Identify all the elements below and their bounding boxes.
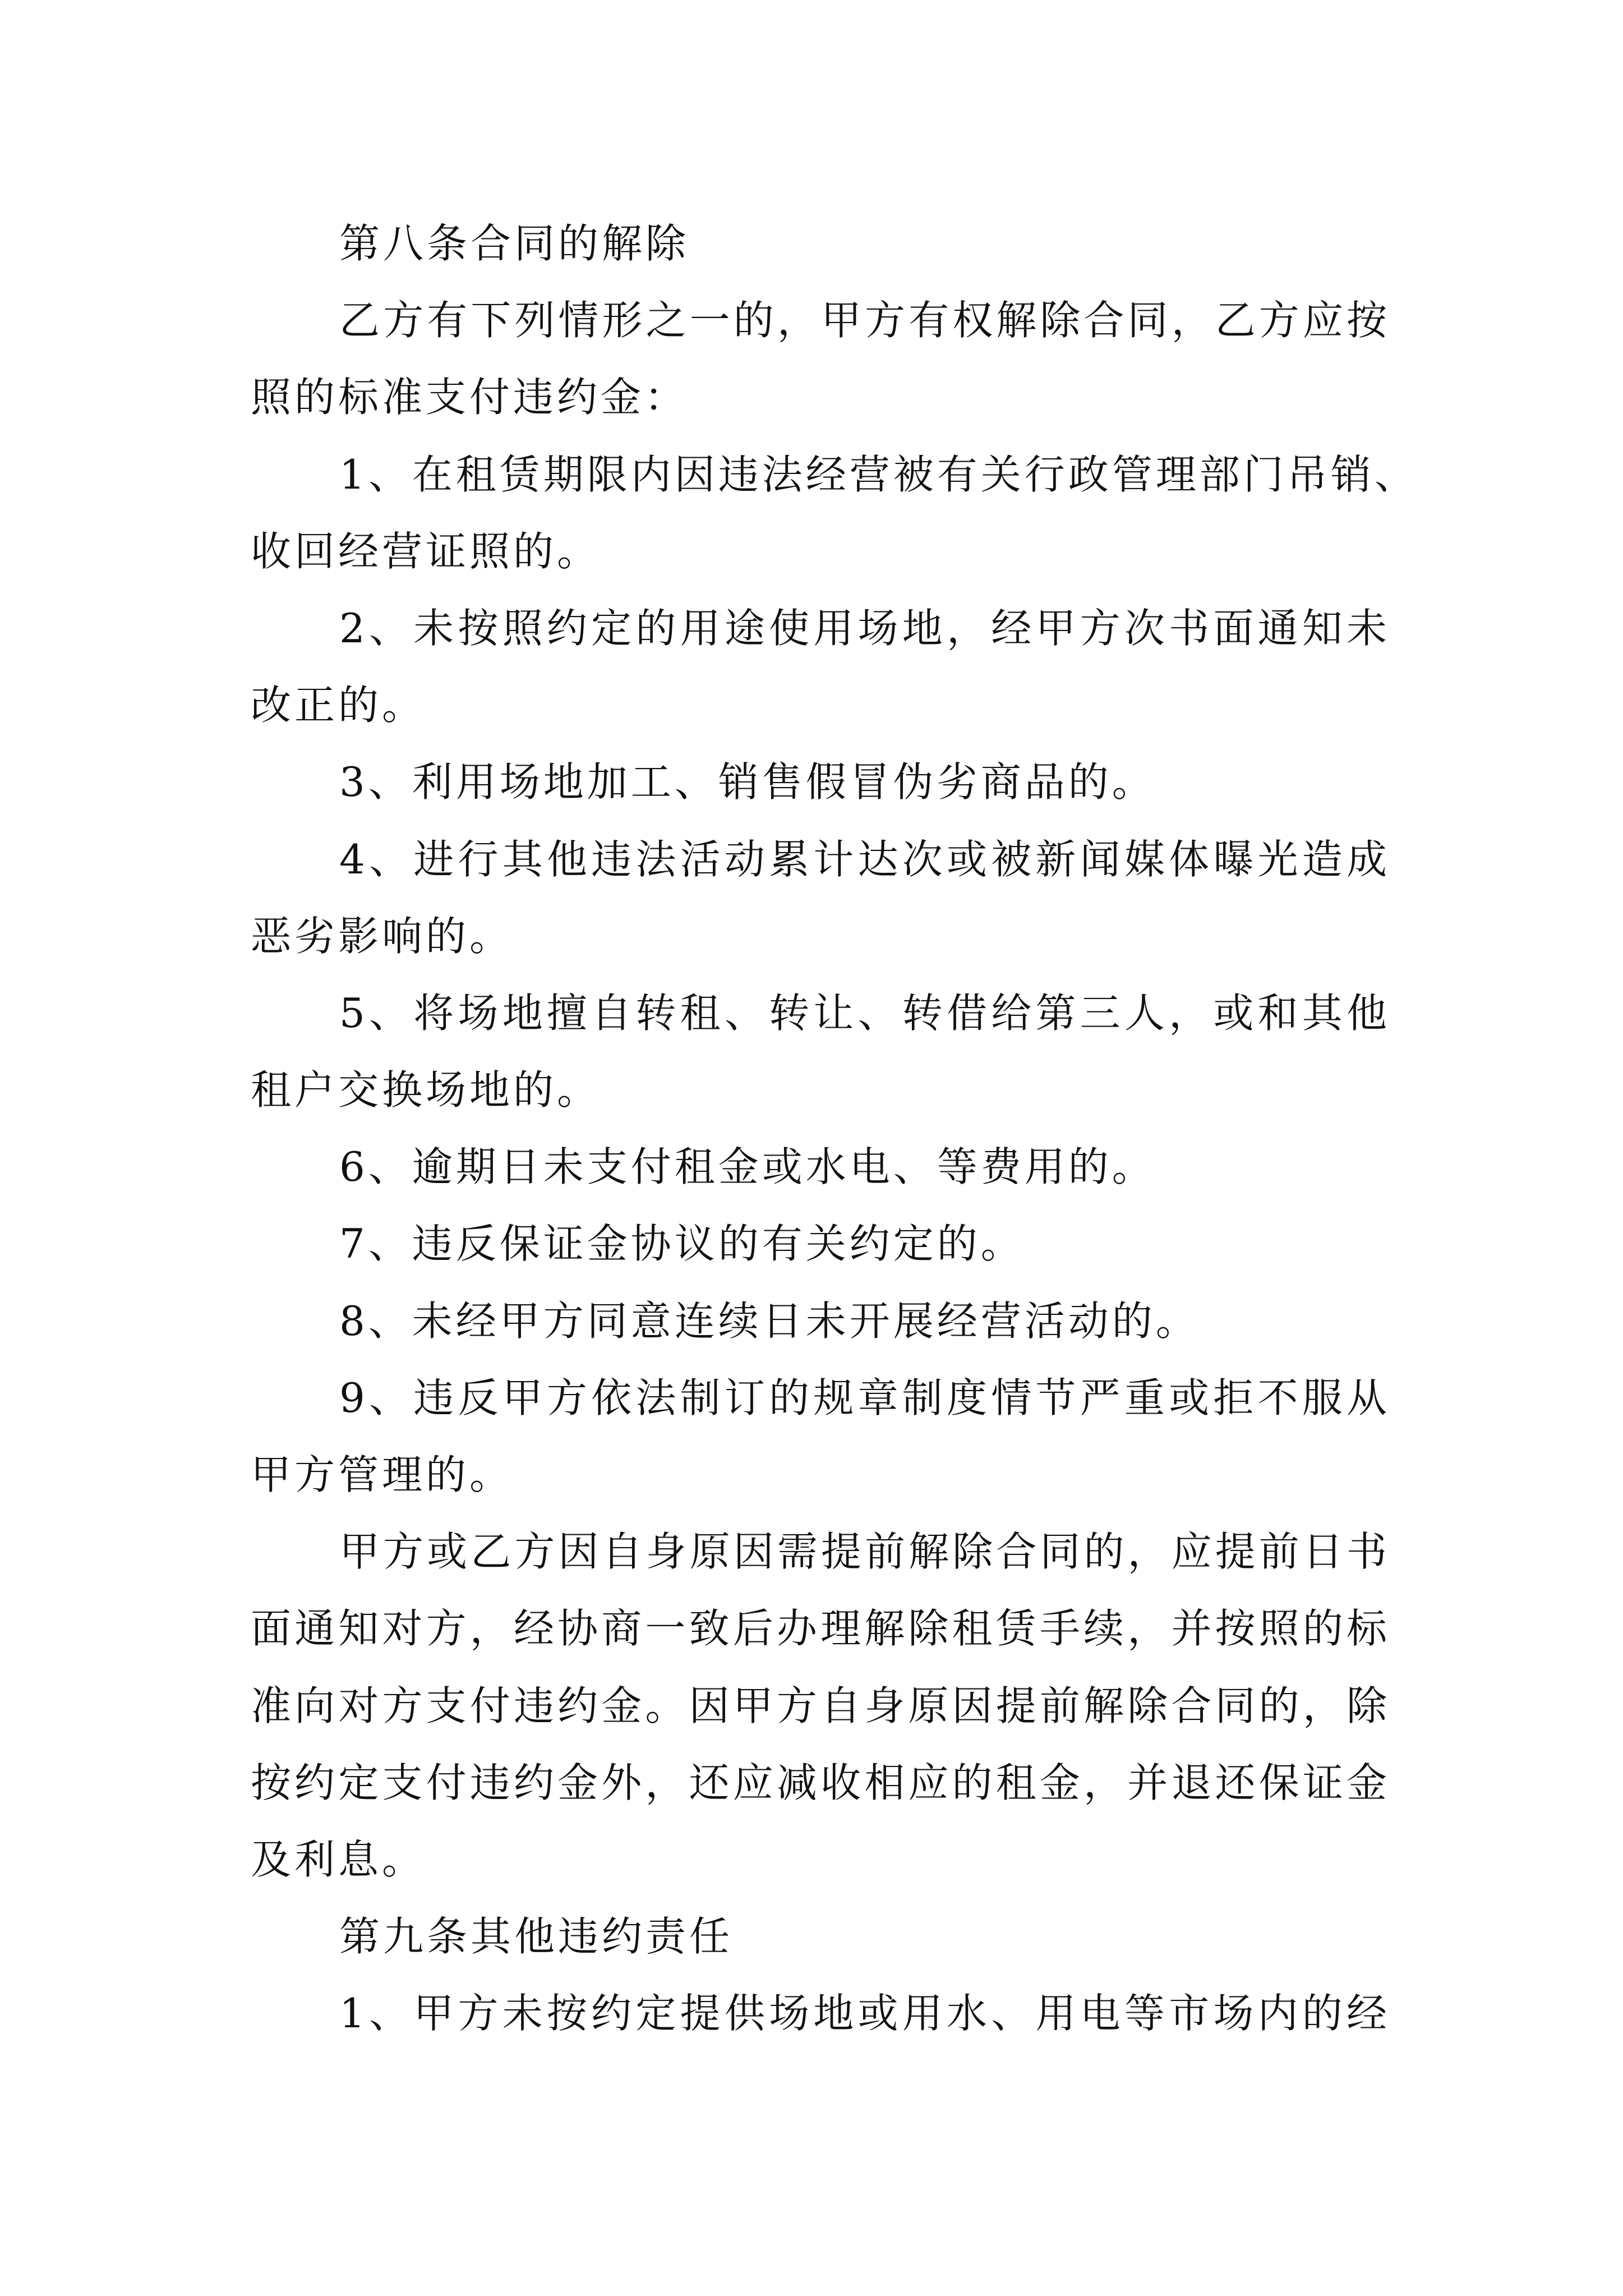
clause-item: [251, 1360, 1387, 1513]
section-heading: 第八条合同的解除: [339, 220, 690, 267]
text-line: 8、未经甲方同意连续日未开展经营活动的。: [339, 1297, 1200, 1345]
article-9: [251, 1898, 1387, 2052]
text-line: 恶劣影响的。: [251, 912, 514, 960]
text-line: 改正的。: [251, 682, 426, 729]
text-line: 2、未按照约定的用途使用场地，经甲方次书面通知未: [339, 604, 1387, 652]
text-line: 面通知对方，经协商一致后办理解除租赁手续，并按照的标: [251, 1605, 1387, 1653]
clause-item: [251, 436, 1418, 590]
text-line: 5、将场地擅自转租、转让、转借给第三人，或和其他: [339, 989, 1387, 1037]
text-line: 租户交换场地的。: [251, 1066, 601, 1114]
text-line: 按约定支付违约金外，还应减收相应的租金，并退还保证金: [251, 1759, 1387, 1806]
section-heading: 第九条其他违约责任: [339, 1913, 734, 1961]
text-line: 1、甲方未按约定提供场地或用水、用电等市场内的经: [339, 1990, 1387, 2037]
clause-item: [251, 975, 1387, 1129]
paragraph-termination: [251, 1513, 1387, 1898]
text-line: 4、进行其他违法活动累计达次或被新闻媒体曝光造成: [339, 835, 1387, 883]
article-8: [251, 205, 1418, 1898]
text-line: 甲方或乙方因自身原因需提前解除合同的，应提前日书: [339, 1528, 1387, 1576]
text-line: 9、违反甲方依法制订的规章制度情节严重或拒不服从: [339, 1374, 1387, 1421]
text-line: 收回经营证照的。: [251, 527, 601, 575]
clause-item: [251, 744, 1387, 821]
text-line: 7、违反保证金协议的有关约定的。: [339, 1220, 1025, 1268]
text-line: 乙方有下列情形之一的，甲方有权解除合同，乙方应按: [339, 297, 1387, 344]
clause-item: [251, 1283, 1387, 1360]
clause-item: [251, 1129, 1387, 1205]
clause-item: [251, 821, 1387, 975]
paragraph-intro: [251, 282, 1387, 436]
text-line: 1、在租赁期限内因违法经营被有关行政管理部门吊销、: [339, 450, 1418, 498]
document-body: [251, 205, 1418, 2053]
text-line: 照的标准支付违约金：: [251, 374, 689, 421]
clause-item: [251, 590, 1387, 744]
text-line: 甲方管理的。: [251, 1451, 514, 1498]
text-line: 6、逾期日未支付租金或水电、等费用的。: [339, 1143, 1156, 1191]
clause-item: [251, 1205, 1387, 1282]
text-line: 及利息。: [251, 1835, 426, 1883]
text-line: 准向对方支付违约金。因甲方自身原因提前解除合同的，除: [251, 1682, 1387, 1729]
clause-item: [251, 1975, 1387, 2052]
text-line: 3、利用场地加工、销售假冒伪劣商品的。: [339, 758, 1156, 806]
